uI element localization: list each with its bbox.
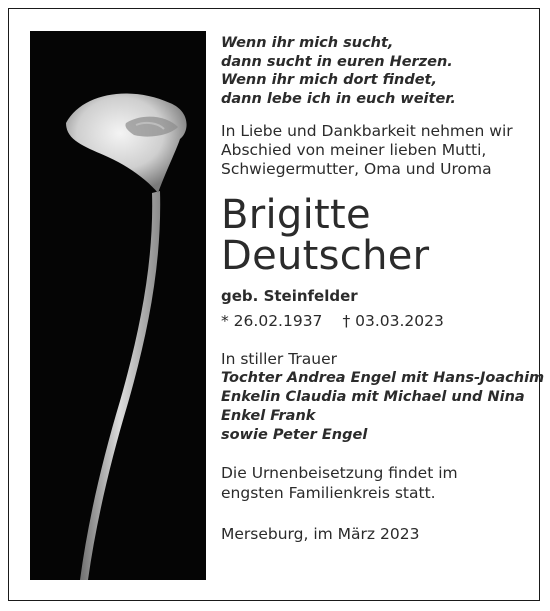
intro-line: Abschied von meiner lieben Mutti, — [221, 141, 487, 159]
family-list — [221, 369, 545, 445]
maiden-name: geb. Steinfelder — [221, 287, 358, 305]
place-and-date: Merseburg, im März 2023 — [221, 525, 420, 543]
death-date: † 03.03.2023 — [342, 312, 444, 330]
burial-notice — [221, 464, 531, 503]
first-name: Brigitte — [221, 192, 371, 238]
poem-line: Wenn ihr mich dort findet, — [221, 72, 437, 88]
burial-line: Die Urnenbeisetzung findet im — [221, 464, 458, 482]
intro-line: In Liebe und Dankbarkeit nehmen wir — [221, 122, 513, 140]
poem — [221, 34, 531, 108]
life-dates — [221, 312, 531, 331]
burial-line: engsten Familienkreis statt. — [221, 483, 436, 502]
poem-line: Wenn ihr mich sucht, — [221, 35, 394, 51]
family-member: Enkel Frank — [221, 408, 316, 424]
calla-lily-icon — [30, 31, 206, 580]
poem-line: dann lebe ich in euch weiter. — [221, 90, 456, 107]
mourning-heading: In stiller Trauer — [221, 350, 338, 368]
family-member: sowie Peter Engel — [221, 427, 368, 443]
intro-text — [221, 122, 531, 179]
family-member: Tochter Andrea Engel mit Hans-Joachim — [221, 370, 545, 386]
birth-date: * 26.02.1937 — [221, 312, 323, 330]
calla-lily-photo — [30, 31, 206, 580]
notice-text — [221, 34, 545, 544]
family-member: Enkelin Claudia mit Michael und Nina — [221, 389, 525, 405]
deceased-name — [221, 192, 531, 279]
intro-line: Schwiegermutter, Oma und Uroma — [221, 160, 492, 178]
poem-line: dann sucht in euren Herzen. — [221, 53, 453, 70]
last-name: Deutscher — [221, 233, 430, 279]
